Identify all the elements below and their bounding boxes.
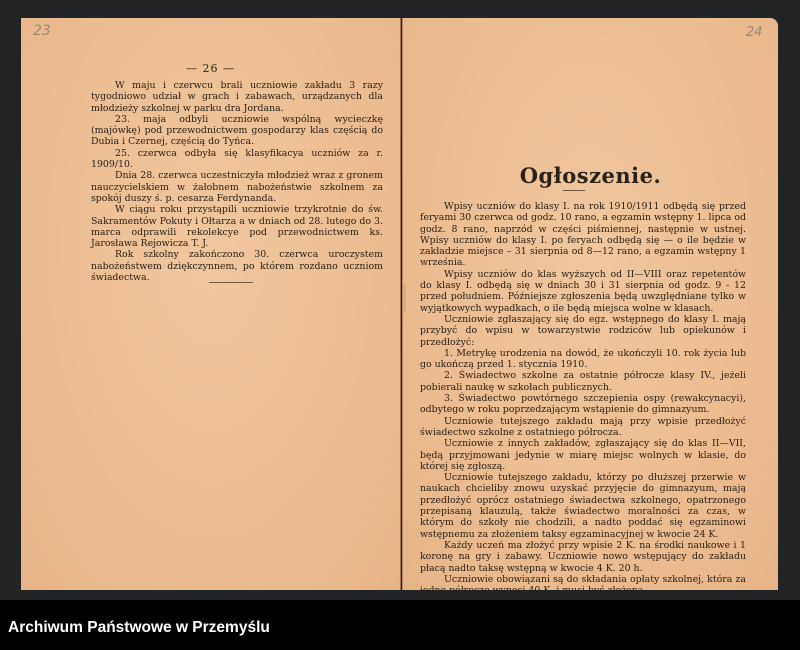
right-page-text [420,201,746,596]
paragraph: Wpisy uczniów do klas wyższych od II—VIII oraz repetentów do klasy I. odbędą się w dniach 30 i 31 sierpnia od godz. 9 - 12 przed południem. Późniejsze zgłoszenia będą uwzględniane tylko w wyjątkowych wypadkach, o ile będą miejsca wolne w klasach. [420,268,746,314]
paragraph: Każdy uczeń ma złożyć przy wpisie 2 K. na środki naukowe i 1 koronę na gry i zabawy. Uczniowie nowo wstępujący do zakładu płacą nadto taksę wstępną w kwocie 4 K. 20 h. [420,539,746,574]
title-divider [563,190,585,191]
list-item: 1. Metrykę urodzenia na dowód, że ukończyli 10. rok życia lub go ukończą przed 1. stycznia 1910. [420,347,746,371]
paragraph: W ciągu roku przystąpili uczniowie trzykrotnie do św. Sakramentów Pokuty i Ołtarza a w dniach od 28. lutego do 3. marca odprawili rekolekcye pod przewodnictwem ks. Jarosława Rejowicza T. J. [91,204,383,250]
left-page-text [91,80,383,283]
list-item: 2. Świadectwo szkolne za ostatnie półrocze klasy IV., jeżeli pobierali naukę w szkołach publicznych. [420,370,746,393]
paragraph: 23. maja odbyli uczniowie wspólną wycieczkę (majówkę) pod przewodnictwem gospodarzy klas częścią do Dubia i Czernej, częścią do Tyńca. [91,113,383,148]
list-item: 3. Świadectwo powtórnego szczepienia ospy (rewakcynacyi), odbytego w roku poprzedzającym wstąpienie do gimnazyum. [420,393,746,416]
pencil-page-number: 24 [746,25,763,40]
paragraph: Rok szkolny zakończono 30. czerwca uroczystem nabożeństwem dziękczynnem, po którem rozdano uczniom świadectwa. [91,249,383,284]
paragraph: Uczniowie tutejszego zakładu mają przy wpisie przedłożyć świadectwo szkolne z ostatniego półrocza. [420,415,746,438]
pencil-page-number: 23 [33,23,51,39]
archive-caption: Archiwum Państwowe w Przemyślu [8,619,270,636]
paragraph: Uczniowie tutejszego zakładu, którzy po dłuższej przerwie w naukach chcieliby znowu uzyskać przyjęcie do gimnazyum, mają przedłożyć oprócz ostatniego świadectwa szkolnego, opatrzonego przepisaną klauzulą, także świadectwo moralności za czas, w którym do szkoły nie chodzili, a nadto poddać się egzaminowi wstępnemu za złożeniem taksy egzaminacyjnej w kwocie 24 K. [420,472,746,540]
paragraph: Dnia 28. czerwca uczestniczyła młodzież wraz z gronem nauczycielskiem w żałobnem nabożeństwie szkolnem za spokój duszy ś. p. cesarza Ferdynanda. [91,170,383,204]
page-title: Ogłoszenie. [519,163,662,188]
printed-page-number: — 26 — [186,62,235,75]
right-page [402,18,778,597]
end-divider [209,282,253,283]
paragraph: W maju i czerwcu brali uczniowie zakładu 3 razy tygodniowo udział w grach i zabawach, urządzanych dla młodzieży szkolnej w parku dra Jordana. [91,80,383,114]
paragraph: Wpisy uczniów do klasy I. na rok 1910/1911 odbędą się przed feryami 30 czerwca od godz. 10 rano, a egzamin wstępny 1. lipca od godz. 8 rano, naprzód w części piśmiennej, następnie w ustnej. Wpisy uczniów do klasy I. po feryach odbędą się — o ile będzie w zakładzie miejsce – 31 sierpnia od 8—12 rano, a egzamin wstępny 1 września. [420,201,746,269]
paragraph: Uczniowie z innych zakładów, zgłaszający się do klas II—VII, będą przyjmowani jedynie w miarę miejsc wolnych w klasie, do której się zgłoszą. [420,438,746,472]
paragraph: 25. czerwca odbyła się klasyfikacya uczniów za r. 1909/10. [91,147,383,171]
paragraph: Uczniowie obowiązani są do składania opłaty szkolnej, która za jedno półrocze wynosi 40 K. i musi być złożoną [420,573,746,597]
paragraph: Uczniowie zgłaszający się do egz. wstępnego do klasy I. mają przybyć do wpisu w towarzystwie rodziców lub opiekunów i przedłożyć: [420,313,746,348]
left-page [21,18,401,590]
binding-tab [403,283,406,313]
